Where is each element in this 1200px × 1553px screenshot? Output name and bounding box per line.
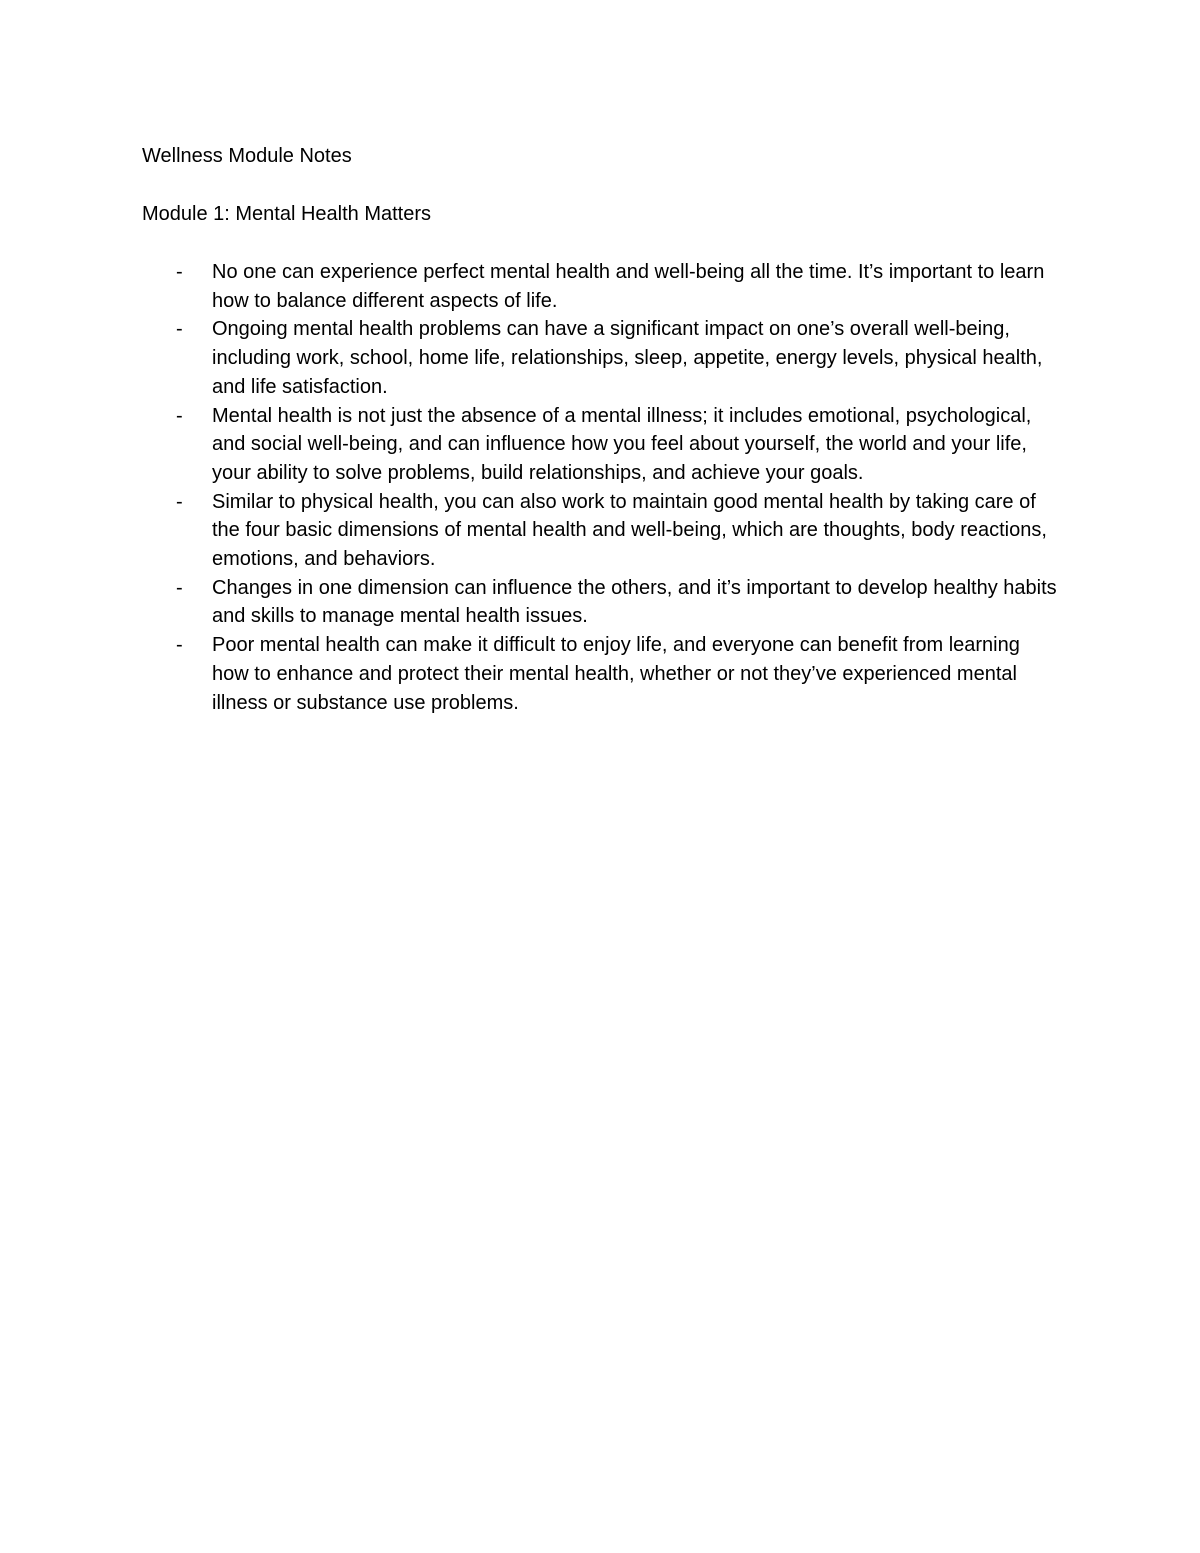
note-item xyxy=(142,315,1062,401)
note-text: Mental health is not just the absence of a mental illness; it includes emotional, psychological, and social well-being, and can influence how you feel about yourself, the world and your life, your ability to solve problems, build relationships, and achieve your goals. xyxy=(212,404,1032,484)
note-item xyxy=(142,402,1062,488)
bullet-dash: - xyxy=(176,634,183,657)
bullet-dash: - xyxy=(176,261,183,283)
document-title: Wellness Module Notes xyxy=(142,145,352,167)
document-body xyxy=(142,142,1062,717)
module-heading: Module 1: Mental Health Matters xyxy=(142,203,432,225)
note-item xyxy=(142,488,1062,574)
note-text: Poor mental health can make it difficult to enjoy life, and everyone can benefit from learning how to enhance and protect their mental health, whether or not they’ve experienced mental illness or substance use problems. xyxy=(212,634,1020,714)
note-item xyxy=(142,631,1062,717)
notes-list xyxy=(142,258,1062,717)
note-item xyxy=(142,258,1062,315)
note-text: No one can experience perfect mental health and well-being all the time. It’s important to learn how to balance different aspects of life. xyxy=(212,261,1045,312)
bullet-dash: - xyxy=(176,490,183,513)
bullet-dash: - xyxy=(176,318,183,341)
note-text: Changes in one dimension can influence the others, and it’s important to develop healthy habits and skills to manage mental health issues. xyxy=(212,576,1057,628)
bullet-dash: - xyxy=(176,404,183,427)
note-item xyxy=(142,574,1062,631)
note-text: Similar to physical health, you can also work to maintain good mental health by taking care of the four basic dimensions of mental health and well-being, which are thoughts, body reactions, emotions, and behaviors. xyxy=(212,490,1047,571)
bullet-dash: - xyxy=(176,576,183,599)
note-text: Ongoing mental health problems can have a significant impact on one’s overall well-being, including work, school, home life, relationships, sleep, appetite, energy levels, physical health, and life satisfaction. xyxy=(212,318,1043,398)
